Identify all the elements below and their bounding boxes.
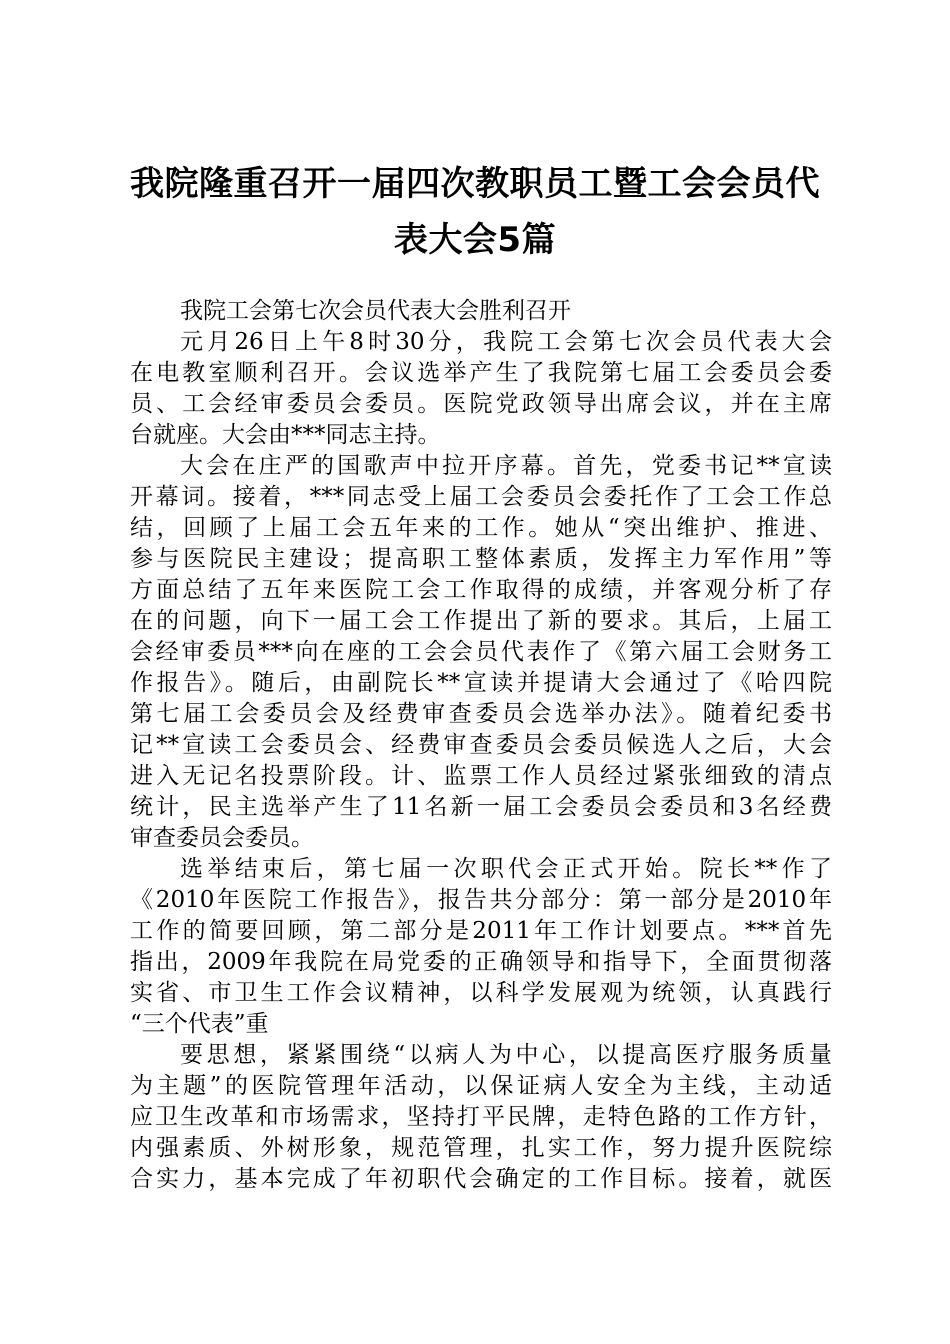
document-title (120, 156, 830, 268)
body-line: 员、工会经审委员会委员。医院党政领导出席会议，并在主席 (130, 391, 832, 417)
body-line: 第七届工会委员会及经费审查委员会选举办法》。随着纪委书 (130, 701, 832, 727)
body-line: “三个代表”重 (130, 1011, 269, 1037)
body-line: 工作的简要回顾，第二部分是2011年工作计划要点。***首先 (130, 918, 832, 944)
body-line: 开幕词。接着，***同志受上届工会委员会委托作了工会工作总 (130, 484, 832, 510)
body-line: 我院工会第七次会员代表大会胜利召开 (180, 298, 571, 324)
body-line: 进入无记名投票阶段。计、监票工作人员经过紧张细致的清点 (130, 763, 832, 789)
body-line: 会经审委员***向在座的工会会员代表作了《第六届工会财务工 (130, 639, 832, 665)
body-line: 审查委员会委员。 (130, 825, 314, 851)
body-line: 《2010年医院工作报告》，报告共分部分：第一部分是2010年 (130, 887, 832, 913)
title-line-1: 我院隆重召开一届四次教职员工暨工会会员代 (130, 164, 820, 204)
document-body (130, 296, 832, 1195)
body-line: 参与医院民主建设；提高职工整体素质，发挥主力军作用”等 (130, 546, 832, 572)
title-line-2: 表大会5篇 (393, 220, 557, 260)
body-line: 选举结束后，第七届一次职代会正式开始。院长**作了 (180, 856, 832, 882)
body-line: 合实力，基本完成了年初职代会确定的工作目标。接着，就医 (130, 1166, 832, 1192)
body-line: 实省、市卫生工作会议精神，以科学发展观为统领，认真践行 (130, 980, 832, 1006)
body-line: 为主题”的医院管理年活动，以保证病人安全为主线，主动适 (130, 1073, 832, 1099)
body-line: 方面总结了五年来医院工会工作取得的成绩，并客观分析了存 (130, 577, 832, 603)
body-line: 结，回顾了上届工会五年来的工作。她从“突出维护、推进、 (130, 515, 832, 541)
body-line: 指出，2009年我院在局党委的正确领导和指导下，全面贯彻落 (130, 949, 832, 975)
body-line: 台就座。大会由***同志主持。 (130, 422, 441, 448)
body-line: 在电教室顺利召开。会议选举产生了我院第七届工会委员会委 (130, 360, 832, 386)
body-line: 统计，民主选举产生了11名新一届工会委员会委员和3名经费 (130, 794, 832, 820)
body-line: 内强素质、外树形象，规范管理，扎实工作，努力提升医院综 (130, 1135, 832, 1161)
body-line: 大会在庄严的国歌声中拉开序幕。首先，党委书记**宣读 (180, 453, 832, 479)
body-line: 要思想，紧紧围绕“以病人为中心，以提高医疗服务质量 (180, 1042, 832, 1068)
body-line: 元月26日上午8时30分，我院工会第七次会员代表大会 (180, 329, 832, 355)
body-line: 在的问题，向下一届工会工作提出了新的要求。其后，上届工 (130, 608, 832, 634)
body-line: 应卫生改革和市场需求，坚持打平民牌，走特色路的工作方针， (130, 1104, 832, 1130)
body-line: 记**宣读工会委员会、经费审查委员会委员候选人之后，大会 (130, 732, 832, 758)
body-line: 作报告》。随后，由副院长**宣读并提请大会通过了《哈四院 (130, 670, 832, 696)
